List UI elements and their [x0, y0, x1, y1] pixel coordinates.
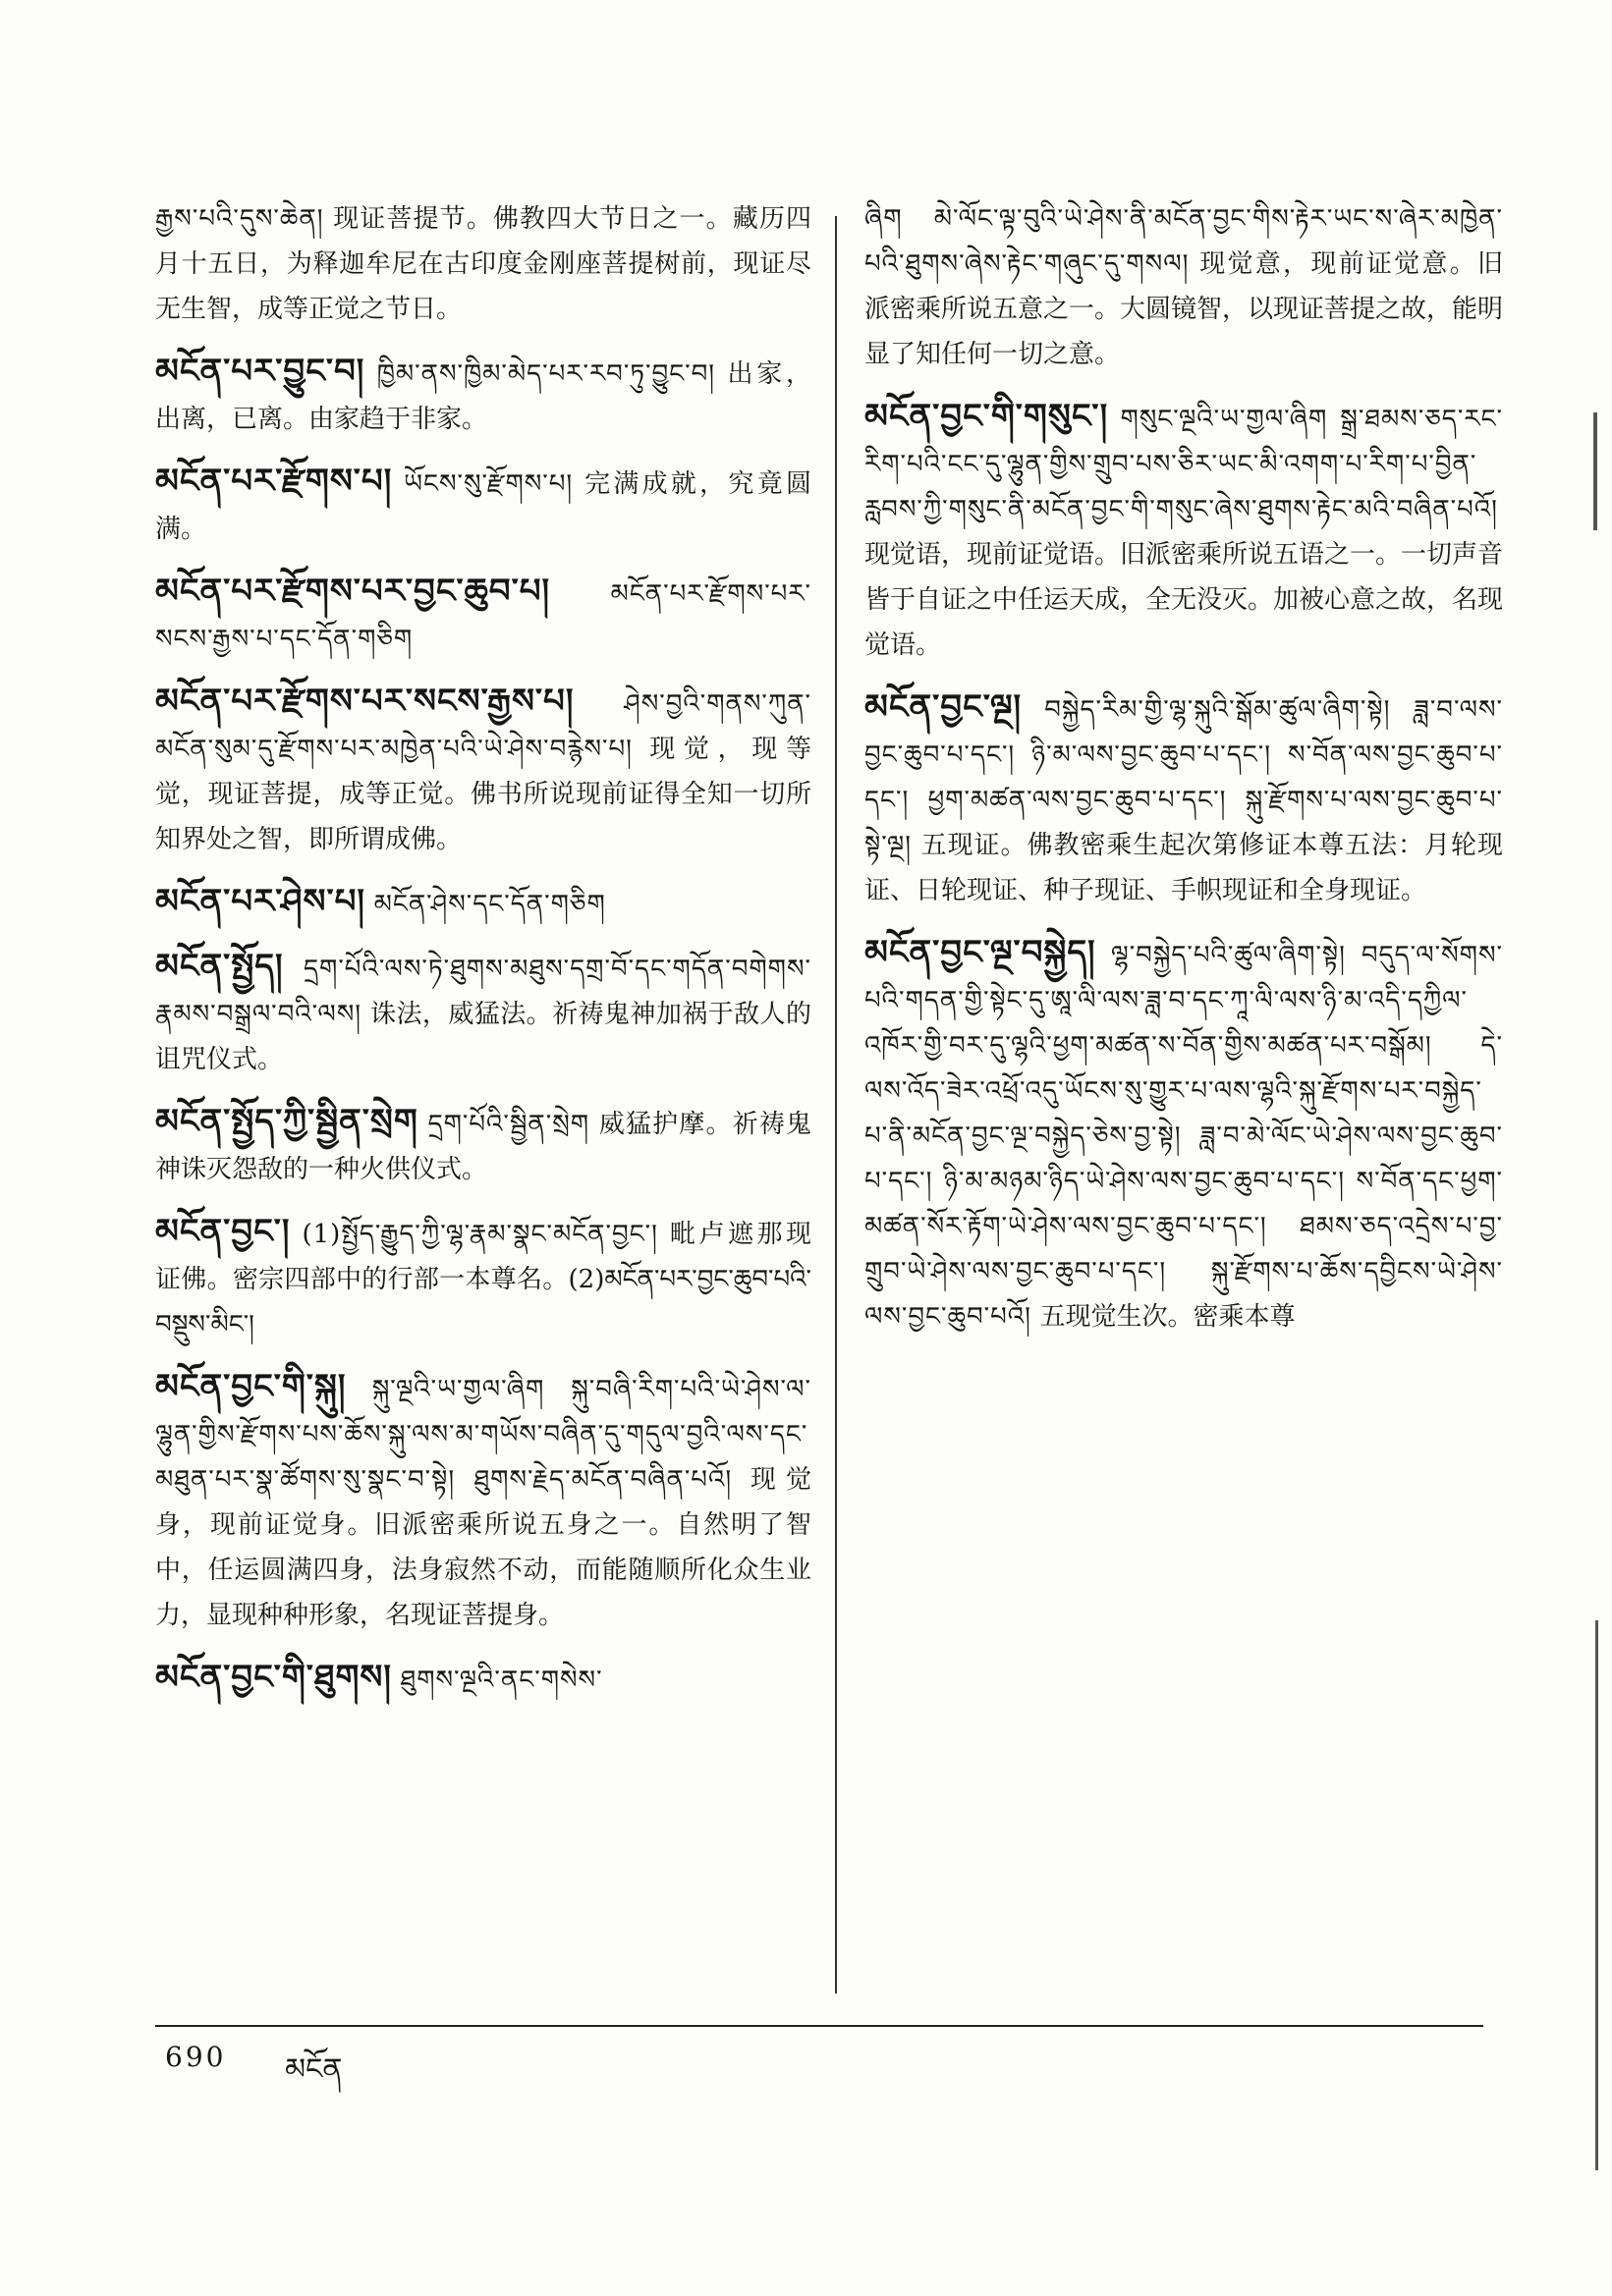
scan-edge-mark [1595, 1620, 1598, 2170]
entry-tibetan-text: ཁྱིམ་ནས་ཁྱིམ་མེད་པར་རབ་ཏུ་བྱུང་བ། [376, 359, 716, 389]
dictionary-entry [155, 680, 811, 862]
entry-definition: 完满成就，究竟圆满。 [155, 469, 811, 544]
dictionary-entry [864, 931, 1503, 1339]
entry-headword: མངོན་པར་བྱུང་བ། [155, 352, 365, 391]
dictionary-entry [155, 945, 811, 1082]
entry-tibetan-text: (1)སྤྱོད་རྒྱུད་ཀྱི་ལྷ་རྣམ་སྣང་མངོན་བྱང་། [302, 1220, 658, 1249]
running-head: མངོན [285, 2052, 343, 2087]
entry-tibetan-text: དྲག་པོའི་སྦྱིན་སྲེག [427, 1110, 590, 1139]
entry-tibetan-text: ཤེས་བྱའི་གནས་ཀུན་མངོན་སུམ་དུ་རྫོགས་པར་མཁྱེན་པའི་ཡེ་ཤེས་བརྙེས་པ། [155, 689, 811, 764]
entry-headword: མངོན་པར་རྫོགས་པར་བྱང་ཆུབ་པ། [155, 572, 551, 611]
dictionary-entry [155, 880, 811, 927]
entry-tibetan-text: སྐུ་ལྔའི་ཡ་གྱལ་ཞིག སྐུ་བཞི་རིག་པའི་ཡེ་ཤེས་ལ་ལྷུན་གྱིས་རྫོགས་པས་ཆོས་སྐུ་ལས་མ་གཡོས་བཞིན་དུ་གདུལ་བྱའི་ལས་དང་མཐུན་པར་སྣ་ཚོགས་སུ་སྣང་བ་སྟེ། ཐུགས་རྗེད་མངོན་བཞིན་པའོ། [155, 1375, 811, 1495]
entry-tibetan-text: གསུང་ལྔའི་ཡ་གྱལ་ཞིག སྒྲ་ཐམས་ཅད་རང་རིག་པའི་ངང་དུ་ལྷུན་གྱིས་གྲུབ་པས་ཅིར་ཡང་མི་འགག་པ་རིག་པ་བྱིན་རླབས་ཀྱི་གསུང་ནི་མངོན་བྱང་གི་གསུང་ཞེས་ཐུགས་རྟེང་མའི་བཞིན་པའོ། [864, 405, 1503, 524]
entry-headword: མངོན་བྱང་གི་སྐུ། [155, 1367, 347, 1406]
entry-definition: 现觉，现等觉，现证菩提，成等正觉。佛书所说现前证得全知一切所知界处之智，即所谓成佛。 [155, 735, 811, 854]
dictionary-entry [864, 395, 1503, 668]
dictionary-entry [155, 1210, 811, 1347]
entry-headword: མངོན་པར་རྫོགས་པར་སངས་རྒྱས་པ། [155, 682, 575, 721]
entry-tibetan-text: ལྷ་བསྐྱེད་པའི་ཚུལ་ཞིག་སྟེ། བདུད་ལ་སོགས་པའི་གདན་གྱི་སྟེང་དུ་ཨཱ་ལི་ལས་ཟླ་བ་དང་ཀཱ་ལི་ལས་ཉི་མ་འདི་དཀྱིལ་འཁོར་གྱི་བར་དུ་ལྷའི་ཕྱག་མཚན་ས་བོན་གྱིས་མཚན་པར་བསྒོམ། དེ་ལས་འོད་ཟེར་འཕྲོ་འདུ་ཡོངས་སུ་གྱུར་པ་ལས་ལྷའི་སྐུ་རྫོགས་པར་བསྐྱེད་པ་ནི་མངོན་བྱང་ལྔ་བསྐྱེད་ཅེས་བྱ་སྟེ། ཟླ་བ་མེ་ལོང་ཡེ་ཤེས་ལས་བྱང་ཆུབ་པ་དང་། ཉི་མ་མཉམ་ཉིད་ཡེ་ཤེས་ལས་བྱང་ཆུབ་པ་དང་། ས་བོན་དང་ཕྱག་མཚན་སོར་རྟོག་ཡེ་ཤེས་ལས་བྱང་ཆུབ་པ་དང་། ཐམས་ཅད་འདྲེས་པ་བྱ་གྲུབ་ཡེ་ཤེས་ལས་བྱང་ཆུབ་པ་དང་། སྐུ་རྫོགས་པ་ཆོས་དབྱིངས་ཡེ་ཤེས་ལས་བྱང་ཆུབ་པའོ། [864, 941, 1503, 1332]
entry-definition: 现觉语，现前证觉语。旧派密乘所说五语之一。一切声音皆于自证之中任运天成，全无没灭。加被心意之故，名现觉语。 [864, 540, 1504, 660]
entry-headword: མངོན་པར་རྫོགས་པ། [155, 462, 393, 501]
entry-headword: མངོན་བྱང་གི་ཐུགས། [155, 1658, 392, 1697]
dictionary-entry [864, 196, 1503, 377]
dictionary-entry [155, 570, 811, 662]
entry-headword: མངོན་བྱང་ལྔ་བསྐྱེད། [864, 933, 1096, 972]
entry-headword: མངོན་བྱང་གི་གསུང་། [864, 397, 1109, 436]
entry-headword: མངོན་སྤྱོད་ཀྱི་སྦྱིན་སྲེག [155, 1102, 418, 1141]
entry-definition: 诛法，威猛法。祈祷鬼神加祸于敌人的诅咒仪式。 [155, 1000, 811, 1074]
entry-definition: 现觉身，现前证觉身。旧派密乘所说五身之一。自然明了智中，任运圆满四身，法身寂然不动，而能随顺所化众生业力，显现种种形象，名现证菩提身。 [155, 1465, 811, 1630]
entry-tibetan-text: མངོན་ཤེས་དང་དོན་གཅིག [373, 890, 606, 919]
dictionary-entry [155, 1365, 811, 1638]
entry-definition: 五现觉生次。密乘本尊 [1039, 1302, 1296, 1332]
entry-definition: 现证菩提节。佛教四大节日之一。藏历四月十五日，为释迦牟尼在古印度金刚座菩提树前，现证尽无生智，成等正觉之节日。 [155, 204, 811, 324]
entry-tibetan-text: ཞིག མེ་ལོང་ལྟ་བུའི་ཡེ་ཤེས་ནི་མངོན་བྱང་གིས་རྟེར་ཡང་ས་ཞེར་མཁྱེན་པའི་ཐུགས་ཞེས་རྟེང་གཞུང་དུ་གསལ། [864, 204, 1503, 279]
entry-tibetan-text: མངོན་པར་རྫོགས་པར་སངས་རྒྱས་པ་དང་དོན་གཅིག [155, 579, 811, 654]
entry-headword: མངོན་སྤྱོད། [155, 947, 284, 986]
entry-tibetan-text: ཡོངས་སུ་རྫོགས་པ། [404, 469, 574, 499]
scan-edge-mark [1593, 412, 1597, 530]
entry-headword: མངོན་བྱང་ལྔ། [864, 687, 1023, 727]
dictionary-entry [155, 1100, 811, 1192]
right-column [864, 196, 1503, 1357]
dictionary-entry [155, 196, 811, 332]
dictionary-entry [864, 685, 1503, 913]
entry-tibetan-text: ཐུགས་ལྔའི་ནང་གསེས་ [400, 1666, 603, 1695]
entry-definition: 现觉意，现前证觉意。旧派密乘所说五意之一。大圆镜智，以现证菩提之故，能明显了知任何一切之意。 [864, 249, 1504, 369]
entry-tibetan-text: བསྐྱེད་རིམ་གྱི་ལྷ་སྐུའི་སྒོམ་ཚུལ་ཞིག་སྟེ། ཟླ་བ་ལས་བྱང་ཆུབ་པ་དང་། ཉི་མ་ལས་བྱང་ཆུབ་པ་དང་། ས་བོན་ལས་བྱང་ཆུབ་པ་དང་། ཕྱག་མཚན་ལས་བྱང་ཆུབ་པ་དང་། སྐུ་རྫོགས་པ་ལས་བྱང་ཆུབ་པ་སྟེ་ལྔ། [864, 695, 1503, 860]
entry-headword: མངོན་བྱང་། [155, 1212, 291, 1251]
page-number: 690 [165, 2041, 227, 2073]
entry-headword: མངོན་པར་ཤེས་པ། [155, 882, 365, 921]
entry-definition: 五现证。佛教密乘生起次第修证本尊五法：月轮现证、日轮现证、种子现证、手帜现证和全身现证。 [864, 831, 1503, 905]
column-divider [835, 216, 837, 1994]
left-column [155, 196, 811, 1721]
dictionary-entry [155, 460, 811, 552]
entry-definition: 出家，出离，已离。由家趋于非家。 [155, 359, 811, 434]
entry-tibetan-text: དྲག་པོའི་ལས་ཏེ་ཐུགས་མཐུས་དགྲ་བོ་དང་གདོན་བགེགས་རྣམས་བསྒྲལ་བའི་ལས། [155, 955, 811, 1029]
entry-tibetan-text: རྒྱས་པའི་དུས་ཆེན། [155, 204, 324, 234]
footer-rule [155, 2025, 1483, 2027]
dictionary-entry [155, 1656, 811, 1703]
dictionary-entry [155, 350, 811, 442]
entry-definition: 威猛护摩。祈祷鬼神诛灭怨敌的一种火供仪式。 [155, 1110, 811, 1184]
entry-definition: 毗卢遮那现证佛。密宗四部中的行部一本尊名。(2)མངོན་པར་བྱང་ཆུབ་པའི་བསྡུས་མིང་། [155, 1220, 811, 1339]
